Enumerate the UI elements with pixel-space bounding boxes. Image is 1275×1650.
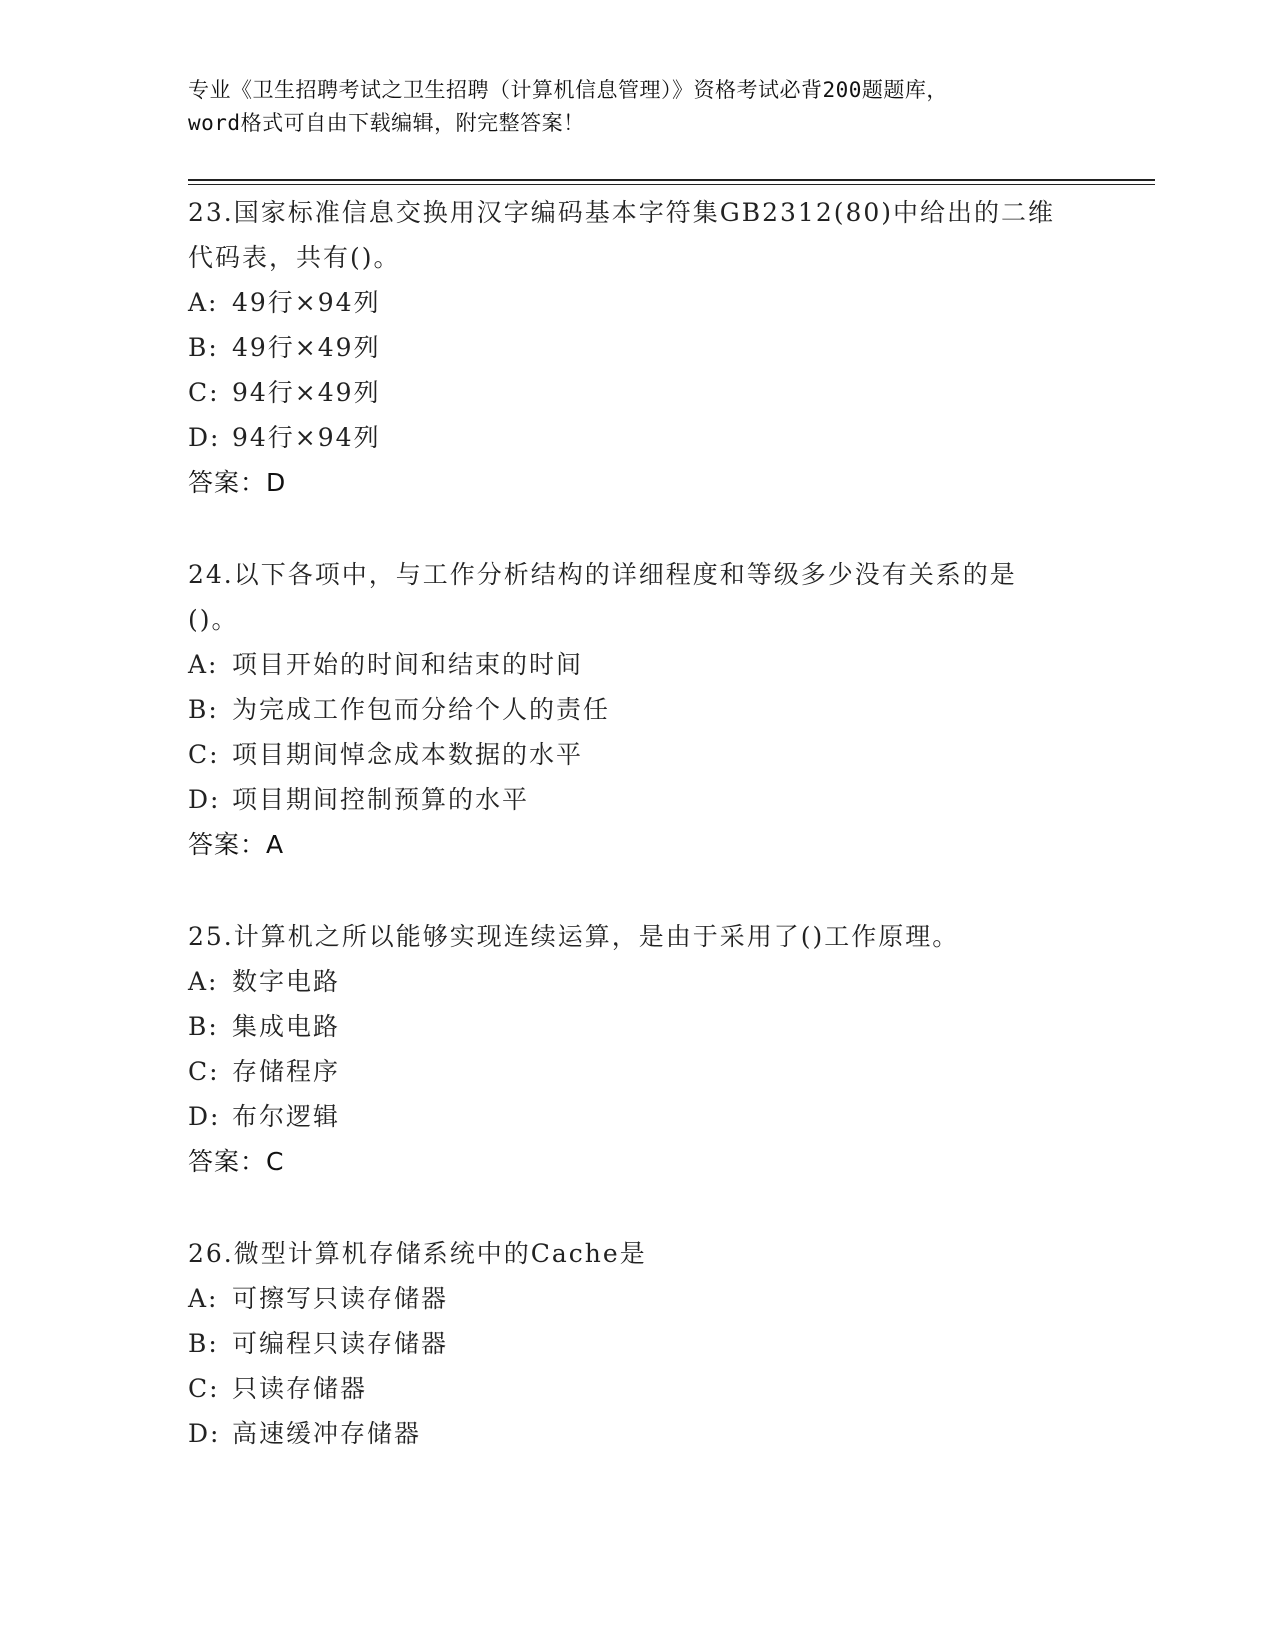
option-key: B: xyxy=(188,695,219,724)
option-text: 49行×94列 xyxy=(232,288,381,317)
option-key: D: xyxy=(188,423,221,452)
document-header xyxy=(188,74,1088,140)
answer-line: 答案：A xyxy=(188,830,285,859)
option-key: A: xyxy=(188,967,219,996)
option-text: 可擦写只读存储器 xyxy=(232,1284,449,1313)
option-text: 布尔逻辑 xyxy=(232,1102,341,1131)
question-text-line: 25.计算机之所以能够实现连续运算，是由于采用了()工作原理。 xyxy=(188,922,960,951)
option-b xyxy=(188,1004,1088,1049)
question-spacer xyxy=(188,1184,1088,1231)
option-key: A: xyxy=(188,1284,219,1313)
option-a xyxy=(188,1276,1088,1321)
question-24 xyxy=(188,552,1088,867)
option-text: 94行×94列 xyxy=(232,423,381,452)
option-c xyxy=(188,370,1088,415)
question-23 xyxy=(188,190,1088,505)
question-25 xyxy=(188,914,1088,1184)
question-text-line: 23.国家标准信息交换用汉字编码基本字符集GB2312(80)中给出的二维 xyxy=(188,198,1056,227)
option-key: B: xyxy=(188,333,219,362)
option-key: D: xyxy=(188,1102,221,1131)
option-a xyxy=(188,959,1088,1004)
answer-line: 答案：C xyxy=(188,1147,285,1176)
option-key: C: xyxy=(188,378,220,407)
option-c xyxy=(188,1049,1088,1094)
option-key: A: xyxy=(188,288,219,317)
option-key: D: xyxy=(188,1419,221,1448)
option-text: 集成电路 xyxy=(232,1012,341,1041)
question-text-line: 24.以下各项中，与工作分析结构的详细程度和等级多少没有关系的是 xyxy=(188,560,1017,589)
option-key: C: xyxy=(188,740,220,769)
option-text: 项目期间悼念成本数据的水平 xyxy=(232,740,584,769)
question-list xyxy=(188,190,1088,1456)
header-line-2: word格式可自由下载编辑，附完整答案！ xyxy=(188,111,585,135)
question-text-line: ()。 xyxy=(188,605,239,634)
option-text: 存储程序 xyxy=(232,1057,341,1086)
option-a xyxy=(188,642,1088,687)
option-text: 高速缓冲存储器 xyxy=(232,1419,422,1448)
header-divider-thick xyxy=(188,179,1155,181)
question-text-line: 26.微型计算机存储系统中的Cache是 xyxy=(188,1239,647,1268)
option-d xyxy=(188,777,1088,822)
option-text: 项目开始的时间和结束的时间 xyxy=(232,650,584,679)
option-a xyxy=(188,280,1088,325)
header-divider-thin xyxy=(188,184,1155,185)
option-text: 数字电路 xyxy=(232,967,341,996)
option-text: 可编程只读存储器 xyxy=(232,1329,449,1358)
option-d xyxy=(188,415,1088,460)
option-text: 49行×49列 xyxy=(232,333,381,362)
header-line-1: 专业《卫生招聘考试之卫生招聘（计算机信息管理）》资格考试必背200题题库， xyxy=(188,78,948,102)
option-key: B: xyxy=(188,1012,219,1041)
question-spacer xyxy=(188,505,1088,552)
option-key: D: xyxy=(188,785,221,814)
option-key: B: xyxy=(188,1329,219,1358)
option-key: A: xyxy=(188,650,219,679)
question-26 xyxy=(188,1231,1088,1456)
option-text: 只读存储器 xyxy=(232,1374,368,1403)
question-text-line: 代码表，共有()。 xyxy=(188,243,401,272)
option-d xyxy=(188,1411,1088,1456)
question-spacer xyxy=(188,867,1088,914)
answer-line: 答案：D xyxy=(188,468,287,497)
option-key: C: xyxy=(188,1057,220,1086)
option-c xyxy=(188,732,1088,777)
option-b xyxy=(188,1321,1088,1366)
option-b xyxy=(188,687,1088,732)
option-b xyxy=(188,325,1088,370)
option-d xyxy=(188,1094,1088,1139)
option-key: C: xyxy=(188,1374,220,1403)
option-c xyxy=(188,1366,1088,1411)
option-text: 项目期间控制预算的水平 xyxy=(232,785,530,814)
option-text: 94行×49列 xyxy=(232,378,381,407)
option-text: 为完成工作包而分给个人的责任 xyxy=(232,695,611,724)
